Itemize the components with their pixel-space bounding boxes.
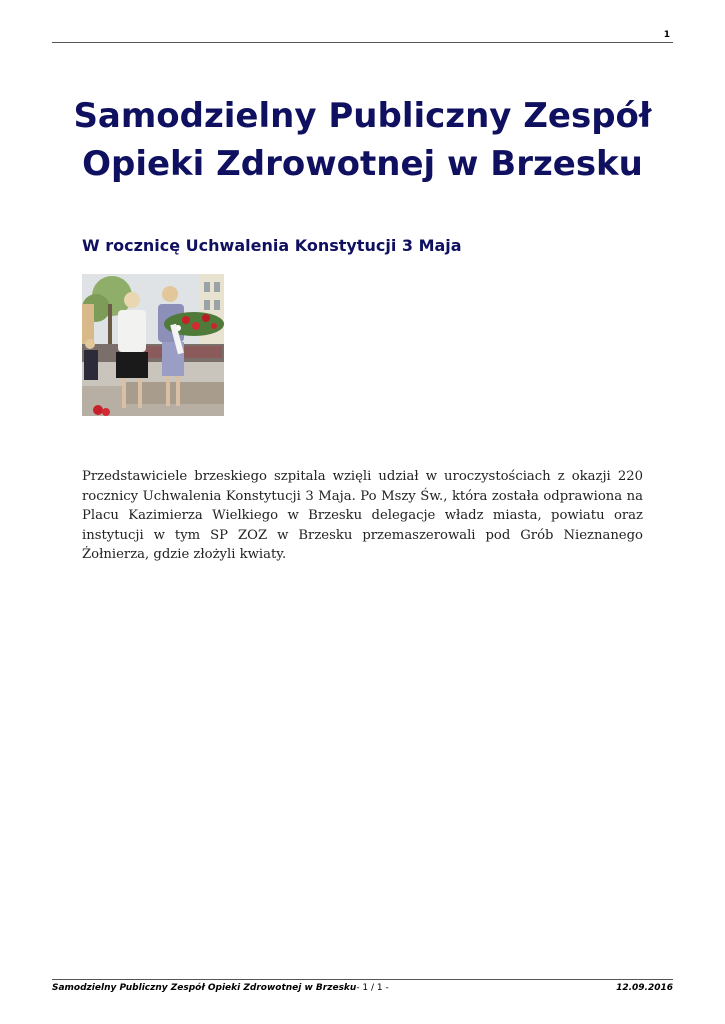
article-photo — [82, 274, 224, 416]
footer-page-indicator: - 1 / 1 - — [356, 983, 389, 993]
article-body: Przedstawiciele brzeskiego szpitala wzięli udział w uroczystościach z okazji 220 rocznicy Uchwalenia Konstytucji 3 Maja. Po Mszy Św., która została odprawiona na Placu Kazimierza Wielkiego w Brzesku delegacje władz miasta, powiatu oraz instytucji w tym SP ZOZ w Brzesku przemaszerowali pod Grób Nieznanego Żołnierza, gdzie złożyli kwiaty. — [82, 469, 643, 562]
article-title: W rocznicę Uchwalenia Konstytucji 3 Maja — [82, 236, 462, 255]
page-number: 1 — [663, 30, 670, 40]
header-divider — [52, 42, 673, 43]
site-title: Samodzielny Publiczny Zespół Opieki Zdrowotnej w Brzesku — [73, 96, 652, 184]
footer-divider — [52, 979, 673, 980]
footer-date: 12.09.2016 — [616, 983, 673, 993]
footer-left — [52, 983, 389, 993]
footer-site-name: Samodzielny Publiczny Zespół Opieki Zdrowotnej w Brzesku — [52, 983, 357, 993]
